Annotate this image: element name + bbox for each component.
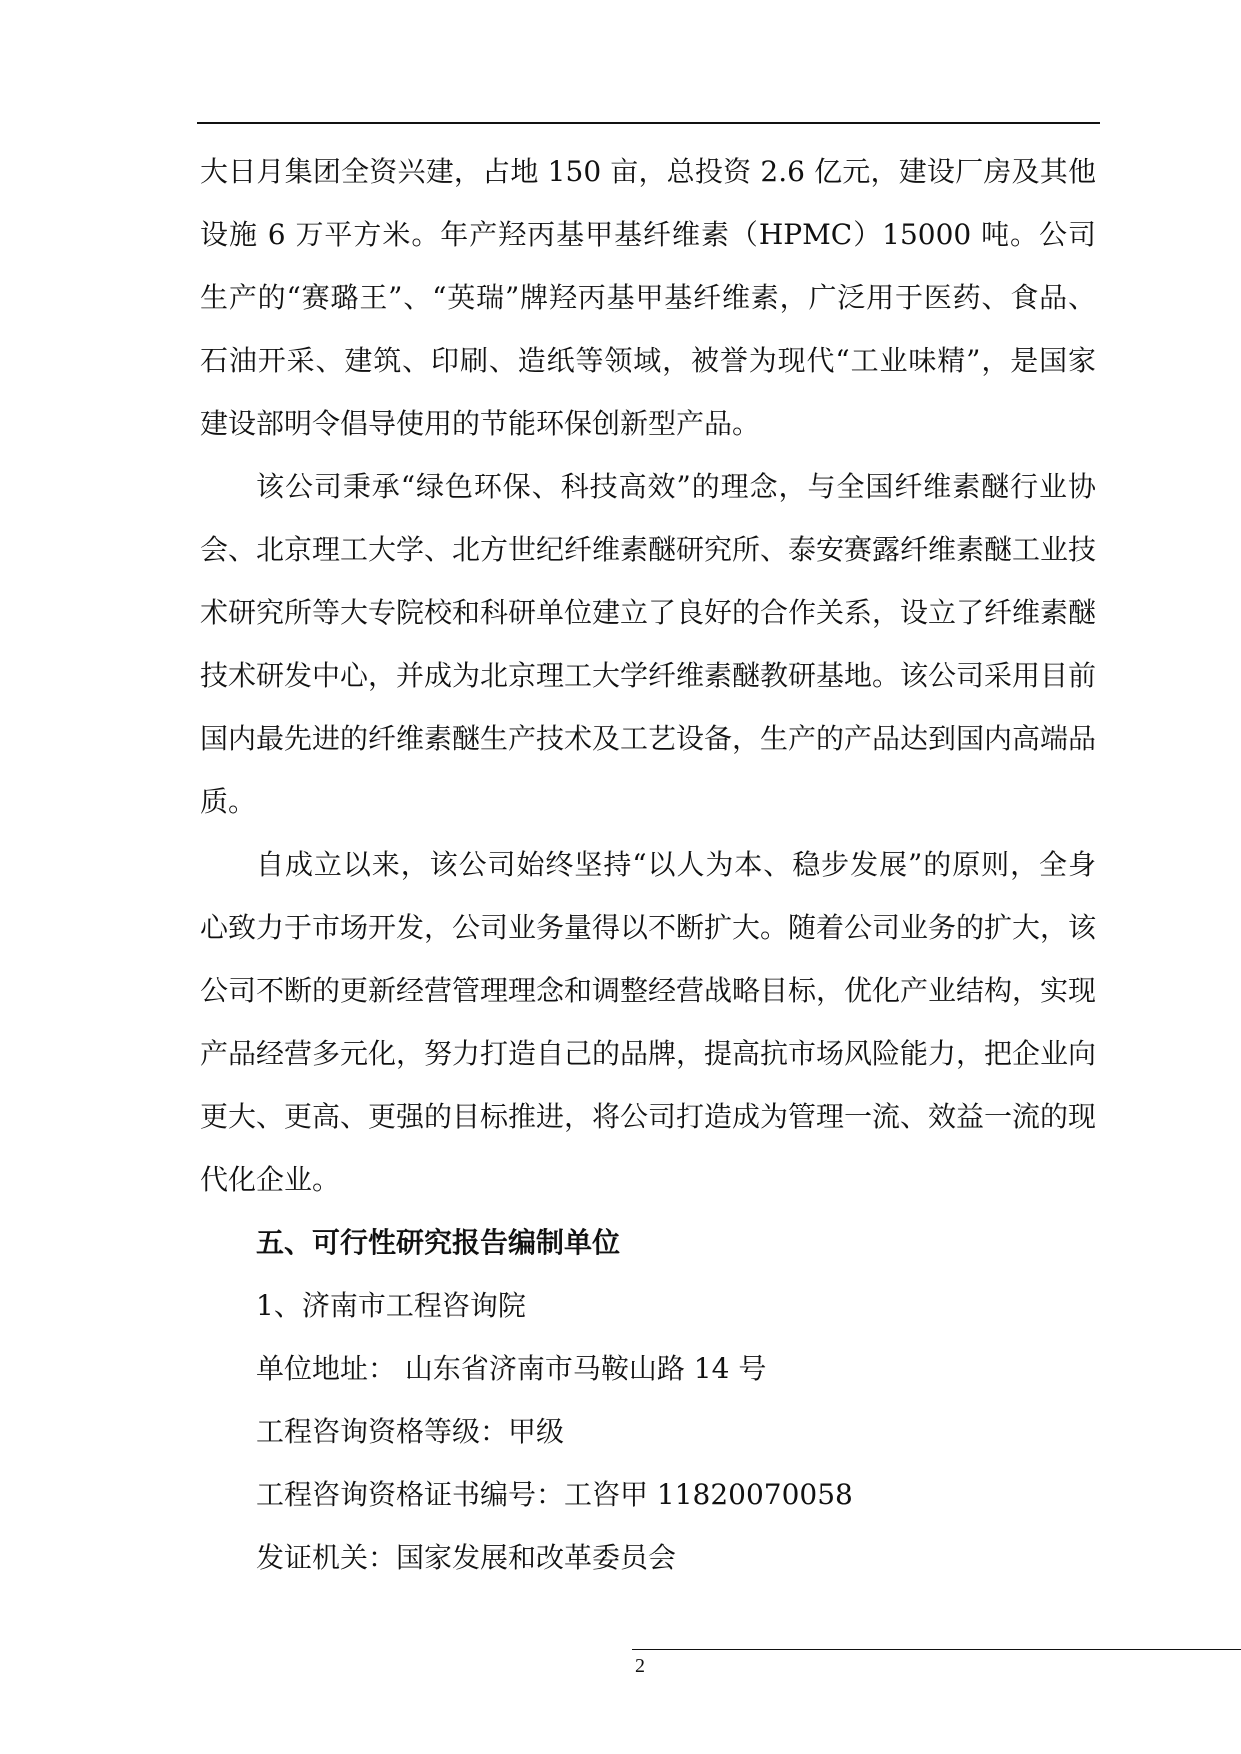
footer-rule: [632, 1649, 1241, 1650]
section-heading: 五、可行性研究报告编制单位: [256, 1226, 621, 1259]
page-number: 2: [635, 1655, 645, 1677]
unit-name: 1、济南市工程咨询院: [256, 1289, 526, 1322]
unit-address: 单位地址： 山东省济南市马鞍山路 14 号: [256, 1352, 767, 1385]
issuing-authority: 发证机关：国家发展和改革委员会: [256, 1541, 677, 1574]
header-rule: [197, 122, 1100, 124]
paragraph-cooperation: 该公司秉承“绿色环保、科技高效”的理念，与全国纤维素醚行业协会、北京理工大学、北方世纪纤维素醚研究所、泰安赛露纤维素醚工业技术研究所等大专院校和科研单位建立了良好的合作关系，设立了纤维素醚技术研发中心，并成为北京理工大学纤维素醚教研基地。该公司采用目前国内最先进的纤维素醚生产技术及工艺设备，生产的产品达到国内高端品质。: [200, 470, 1097, 818]
certificate-number: 工程咨询资格证书编号：工咨甲 11820070058: [256, 1478, 853, 1511]
qualification-level: 工程咨询资格等级：甲级: [256, 1415, 565, 1448]
document-body: [200, 140, 1096, 1589]
paragraph-company-overview: 大日月集团全资兴建，占地 150 亩，总投资 2.6 亿元，建设厂房及其他设施 6 万平方米。年产羟丙基甲基纤维素（HPMC）15000 吨。公司生产的“赛璐王”、“英瑞”牌羟丙基甲基纤维素，广泛用于医药、食品、石油开采、建筑、印刷、造纸等领域，被誉为现代“工业味精”，是国家建设部明令倡导使用的节能环保创新型产品。: [200, 155, 1096, 440]
paragraph-development: 自成立以来，该公司始终坚持“以人为本、稳步发展”的原则，全身心致力于市场开发，公司业务量得以不断扩大。随着公司业务的扩大，该公司不断的更新经营管理理念和调整经营战略目标，优化产业结构，实现产品经营多元化，努力打造自己的品牌，提高抗市场风险能力，把企业向更大、更高、更强的目标推进，将公司打造成为管理一流、效益一流的现代化企业。: [200, 848, 1097, 1196]
